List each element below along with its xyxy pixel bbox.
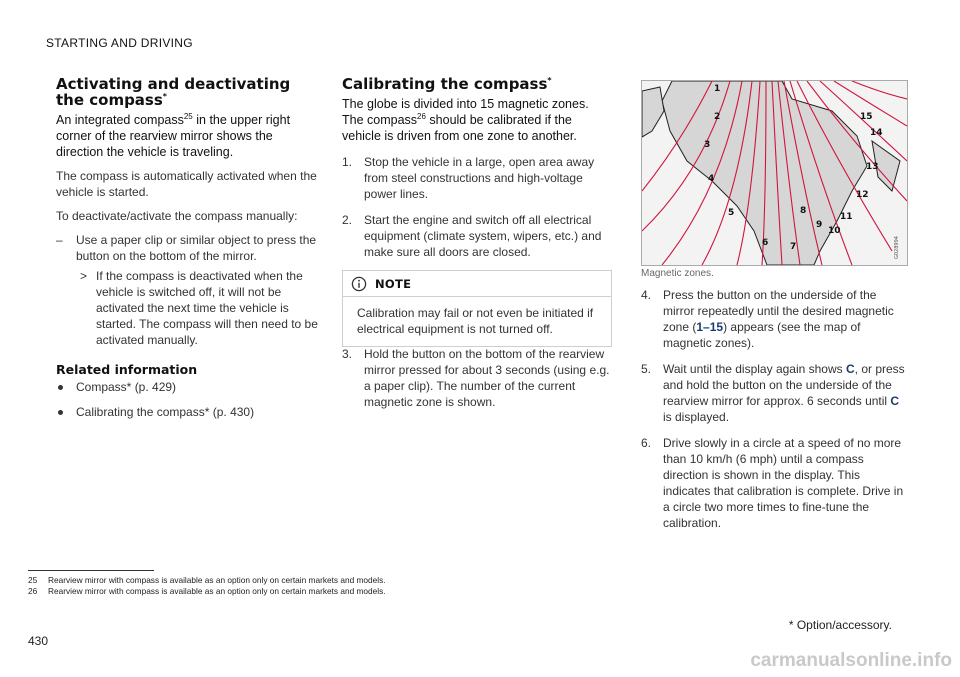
magnetic-zones-map xyxy=(641,80,908,266)
map-code: G028994 xyxy=(894,236,900,259)
para-auto-activation: The compass is automatically activated when the vehicle is started. xyxy=(56,169,317,199)
info-icon xyxy=(351,276,367,292)
intro-calibrating: The globe is divided into 15 magnetic zones. The compass$^{26}$ should be calibrated if the vehicle is driven from one zone to another. xyxy=(342,97,589,143)
steps-continued xyxy=(641,287,907,541)
dash-bullet: – xyxy=(56,233,63,247)
note-box xyxy=(342,270,612,347)
section-header: STARTING AND DRIVING xyxy=(46,36,193,50)
step-item: 2. Start the engine and switch off all electrical equipment (climate system, wipers, etc.) and make sure all doors are closed. xyxy=(342,213,602,259)
related-link[interactable]: Compass* (p. 429) xyxy=(56,379,318,395)
display-symbol-c: C xyxy=(845,362,855,376)
result-marker: > xyxy=(80,269,88,283)
steps-list xyxy=(342,154,612,260)
related-link[interactable]: Calibrating the compass* (p. 430) xyxy=(56,404,318,420)
column-calibrating xyxy=(342,76,612,270)
zone-label: 10 xyxy=(828,226,841,236)
step-item: 5. Wait until the display again shows C, or press and hold the button on the underside of the rearview mirror for approx. 6 seconds until C is displayed. xyxy=(641,362,905,424)
zone-label: 3 xyxy=(704,140,711,150)
heading-activating: Activating and deactivating the compass* xyxy=(56,75,291,109)
zone-label: 1 xyxy=(714,84,721,94)
related-list xyxy=(56,379,318,420)
step-item: 4. Press the button on the underside of the mirror repeatedly until the desired magnetic zone (1–15) appears (see the map of magnetic zones). xyxy=(641,288,894,350)
heading-related: Related information xyxy=(56,362,198,377)
note-title: NOTE xyxy=(375,276,412,291)
para-manual: To deactivate/activate the compass manually: xyxy=(56,209,298,223)
zone-range: 1–15 xyxy=(696,320,724,334)
zone-label: 11 xyxy=(840,212,853,222)
map-caption: Magnetic zones. xyxy=(641,268,714,279)
map-graphic xyxy=(642,81,907,265)
note-header xyxy=(343,271,611,297)
dash-item: – Use a paper clip or similar object to press the button on the bottom of the mirror. > If the compass is deactivated when the vehicle is switched off, it will not be activated the next time the vehicle is started. The compass will then need to be activated manually. xyxy=(56,233,318,347)
heading-calibrating: Calibrating the compass* xyxy=(342,75,552,93)
footnote: 25 Rearview mirror with compass is available as an option only on certain markets and models. xyxy=(28,575,386,585)
zone-label: 7 xyxy=(790,242,797,252)
page-number: 430 xyxy=(28,634,49,648)
zone-line xyxy=(852,81,907,99)
zone-label: 15 xyxy=(860,112,873,122)
display-symbol-c: C xyxy=(890,394,900,408)
footnote-divider xyxy=(28,570,154,571)
watermark: carmanualsonline.info xyxy=(750,650,952,671)
land-mass xyxy=(642,87,664,137)
zone-label: 8 xyxy=(800,206,807,216)
note-text: Calibration may fail or not even be initiated if electrical equipment is not turned off. xyxy=(357,306,594,336)
zone-label: 13 xyxy=(866,162,879,172)
step-item: 6. Drive slowly in a circle at a speed of no more than 10 km/h (6 mph) until a compass direction is shown in the display. This indicates that calibration is complete. Drive in a circle two more times to fine-tune the calibration. xyxy=(641,436,904,530)
footnote: 26 Rearview mirror with compass is available as an option only on certain markets and models. xyxy=(28,586,386,596)
step-item: 1. Stop the vehicle in a large, open area away from steel constructions and high-voltage power lines. xyxy=(342,155,595,201)
zone-label: 9 xyxy=(816,220,823,230)
result-item: > If the compass is deactivated when the vehicle is switched off, it will not be activated the next time the vehicle is started. The compass will then need to be activated manually. xyxy=(80,269,318,347)
zone-label: 2 xyxy=(714,112,721,122)
step-item: 3. Hold the button on the bottom of the rearview mirror pressed for about 3 seconds (using e.g. a paper clip). The number of the current magnetic zone is shown. xyxy=(342,347,610,409)
zone-label: 5 xyxy=(728,208,735,218)
dash-list xyxy=(56,232,318,348)
zone-label: 14 xyxy=(870,128,883,138)
column-activating xyxy=(56,76,318,429)
zone-label: 6 xyxy=(762,238,769,248)
zone-label: 12 xyxy=(856,190,869,200)
zone-label: 4 xyxy=(708,174,715,184)
intro-activating: An integrated compass$^{25}$ in the upper right corner of the rearview mirror shows the direction the vehicle is traveling. xyxy=(56,111,291,159)
option-note: * Option/accessory. xyxy=(788,618,892,632)
